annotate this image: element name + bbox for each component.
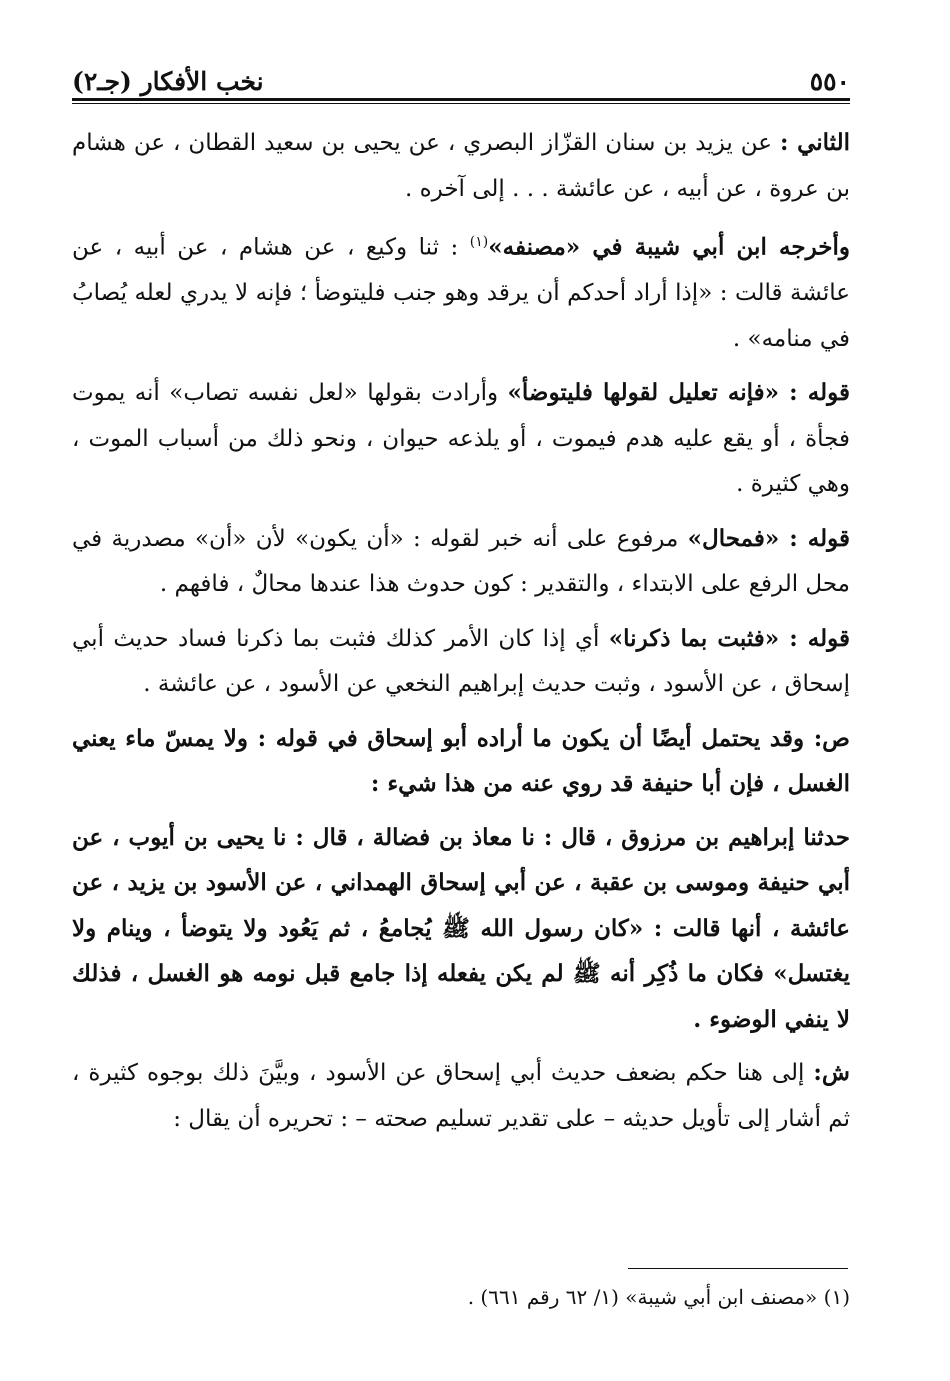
paragraph-text: عن يزيد بن سنان القزّاز البصري ، عن يحيى بن سعيد القطان ، عن هشام بن عروة ، عن أبيه ، عن عائشة . . . إلى آخره . xyxy=(72,130,850,202)
paragraph-text: أي إذا كان الأمر كذلك فثبت بما ذكرنا فساد حديث أبي إسحاق ، عن الأسود ، وثبت حديث إبراهيم النخعي عن الأسود ، عن عائشة . xyxy=(72,625,850,698)
header-rule-thick xyxy=(72,98,850,101)
paragraph-7: حدثنا إبراهيم بن مرزوق ، قال : نا معاذ بن فضالة ، قال : نا يحيى بن أيوب ، عن أبي حنيفة وموسى بن عقبة ، عن أبي إسحاق الهمداني ، عن الأسود بن يزيد ، عن عائشة ، أنها قالت : «كان رسول الله ﷺ يُجامعُ ، ثم يَعُود ولا يتوضأ ، وينام ولا يغتسل» فكان ما ذُكِر أنه ﷺ لم يكن يفعله إذا جامع قبل نومه هو الغسل ، فذلك لا ينفي الوضوء . xyxy=(72,823,850,1033)
paragraph-4 xyxy=(72,516,850,608)
paragraph-text: وأرادت بقولها «لعل نفسه تصاب» أنه يموت فجأة ، أو يقع عليه هدم فيموت ، أو يلذعه حيوان ، ونحو ذلك من أسباب الموت ، وهي كثيرة . xyxy=(72,380,850,498)
paragraph-5 xyxy=(72,616,850,708)
paragraph-text: إلى هنا حكم بضعف حديث أبي إسحاق عن الأسود ، وبيَّنَ ذلك بوجوه كثيرة ، ثم أشار إلى تأويل حديثه – على تقدير تسليم صحته – : تحريره أن يقال : xyxy=(72,1060,850,1132)
paragraph-1 xyxy=(72,120,850,212)
paragraph-3 xyxy=(72,370,850,508)
header-rule-thin xyxy=(72,103,850,104)
page-header xyxy=(72,56,850,96)
footnote-rule xyxy=(628,1268,848,1269)
paragraph-lead: ش: xyxy=(813,1059,850,1087)
paragraph-text: : ثنا وكيع ، عن هشام ، عن أبيه ، عن عائشة قالت : «إذا أراد أحدكم أن يرقد وهو جنب فليتوضأ ؛ فإنه لا يدري لعله يُصابُ في منامه» . xyxy=(72,234,850,352)
paragraph-lead: قوله : «فثبت بما ذكرنا» xyxy=(608,624,850,652)
paragraph-2 xyxy=(72,220,850,362)
paragraph-lead: قوله : «فمحال» xyxy=(687,524,851,552)
paragraph-text: مرفوع على أنه خبر لقوله : «أن يكون» لأن «أن» مصدرية في محل الرفع على الابتداء ، والتقدير : كون حدوث هذا عندها محالٌ ، فافهم . xyxy=(72,525,850,598)
footnote-ref[interactable]: (١) xyxy=(469,234,489,250)
paragraph-lead: الثاني : xyxy=(779,129,850,156)
footnote: (١) «مصنف ابن أبي شيبة» (١/ ٦٢ رقم ٦٦١) . xyxy=(467,1285,850,1309)
page-number: ٥٥٠ xyxy=(809,67,850,96)
paragraph-lead: وأخرجه ابن أبي شيبة في «مصنفه» xyxy=(488,233,850,261)
running-title: نخب الأفكار (جـ٢) xyxy=(72,67,264,96)
paragraph-lead: قوله : «فإنه تعليل لقولها فليتوضأ» xyxy=(507,379,851,407)
paragraph-8 xyxy=(72,1050,850,1142)
page-body xyxy=(72,120,850,1150)
paragraph-6: ص: وقد يحتمل أيضًا أن يكون ما أراده أبو إسحاق في قوله : ولا يمسّ ماء يعني الغسل ، فإن أبا حنيفة قد روي عنه من هذا شيء : xyxy=(72,724,850,798)
